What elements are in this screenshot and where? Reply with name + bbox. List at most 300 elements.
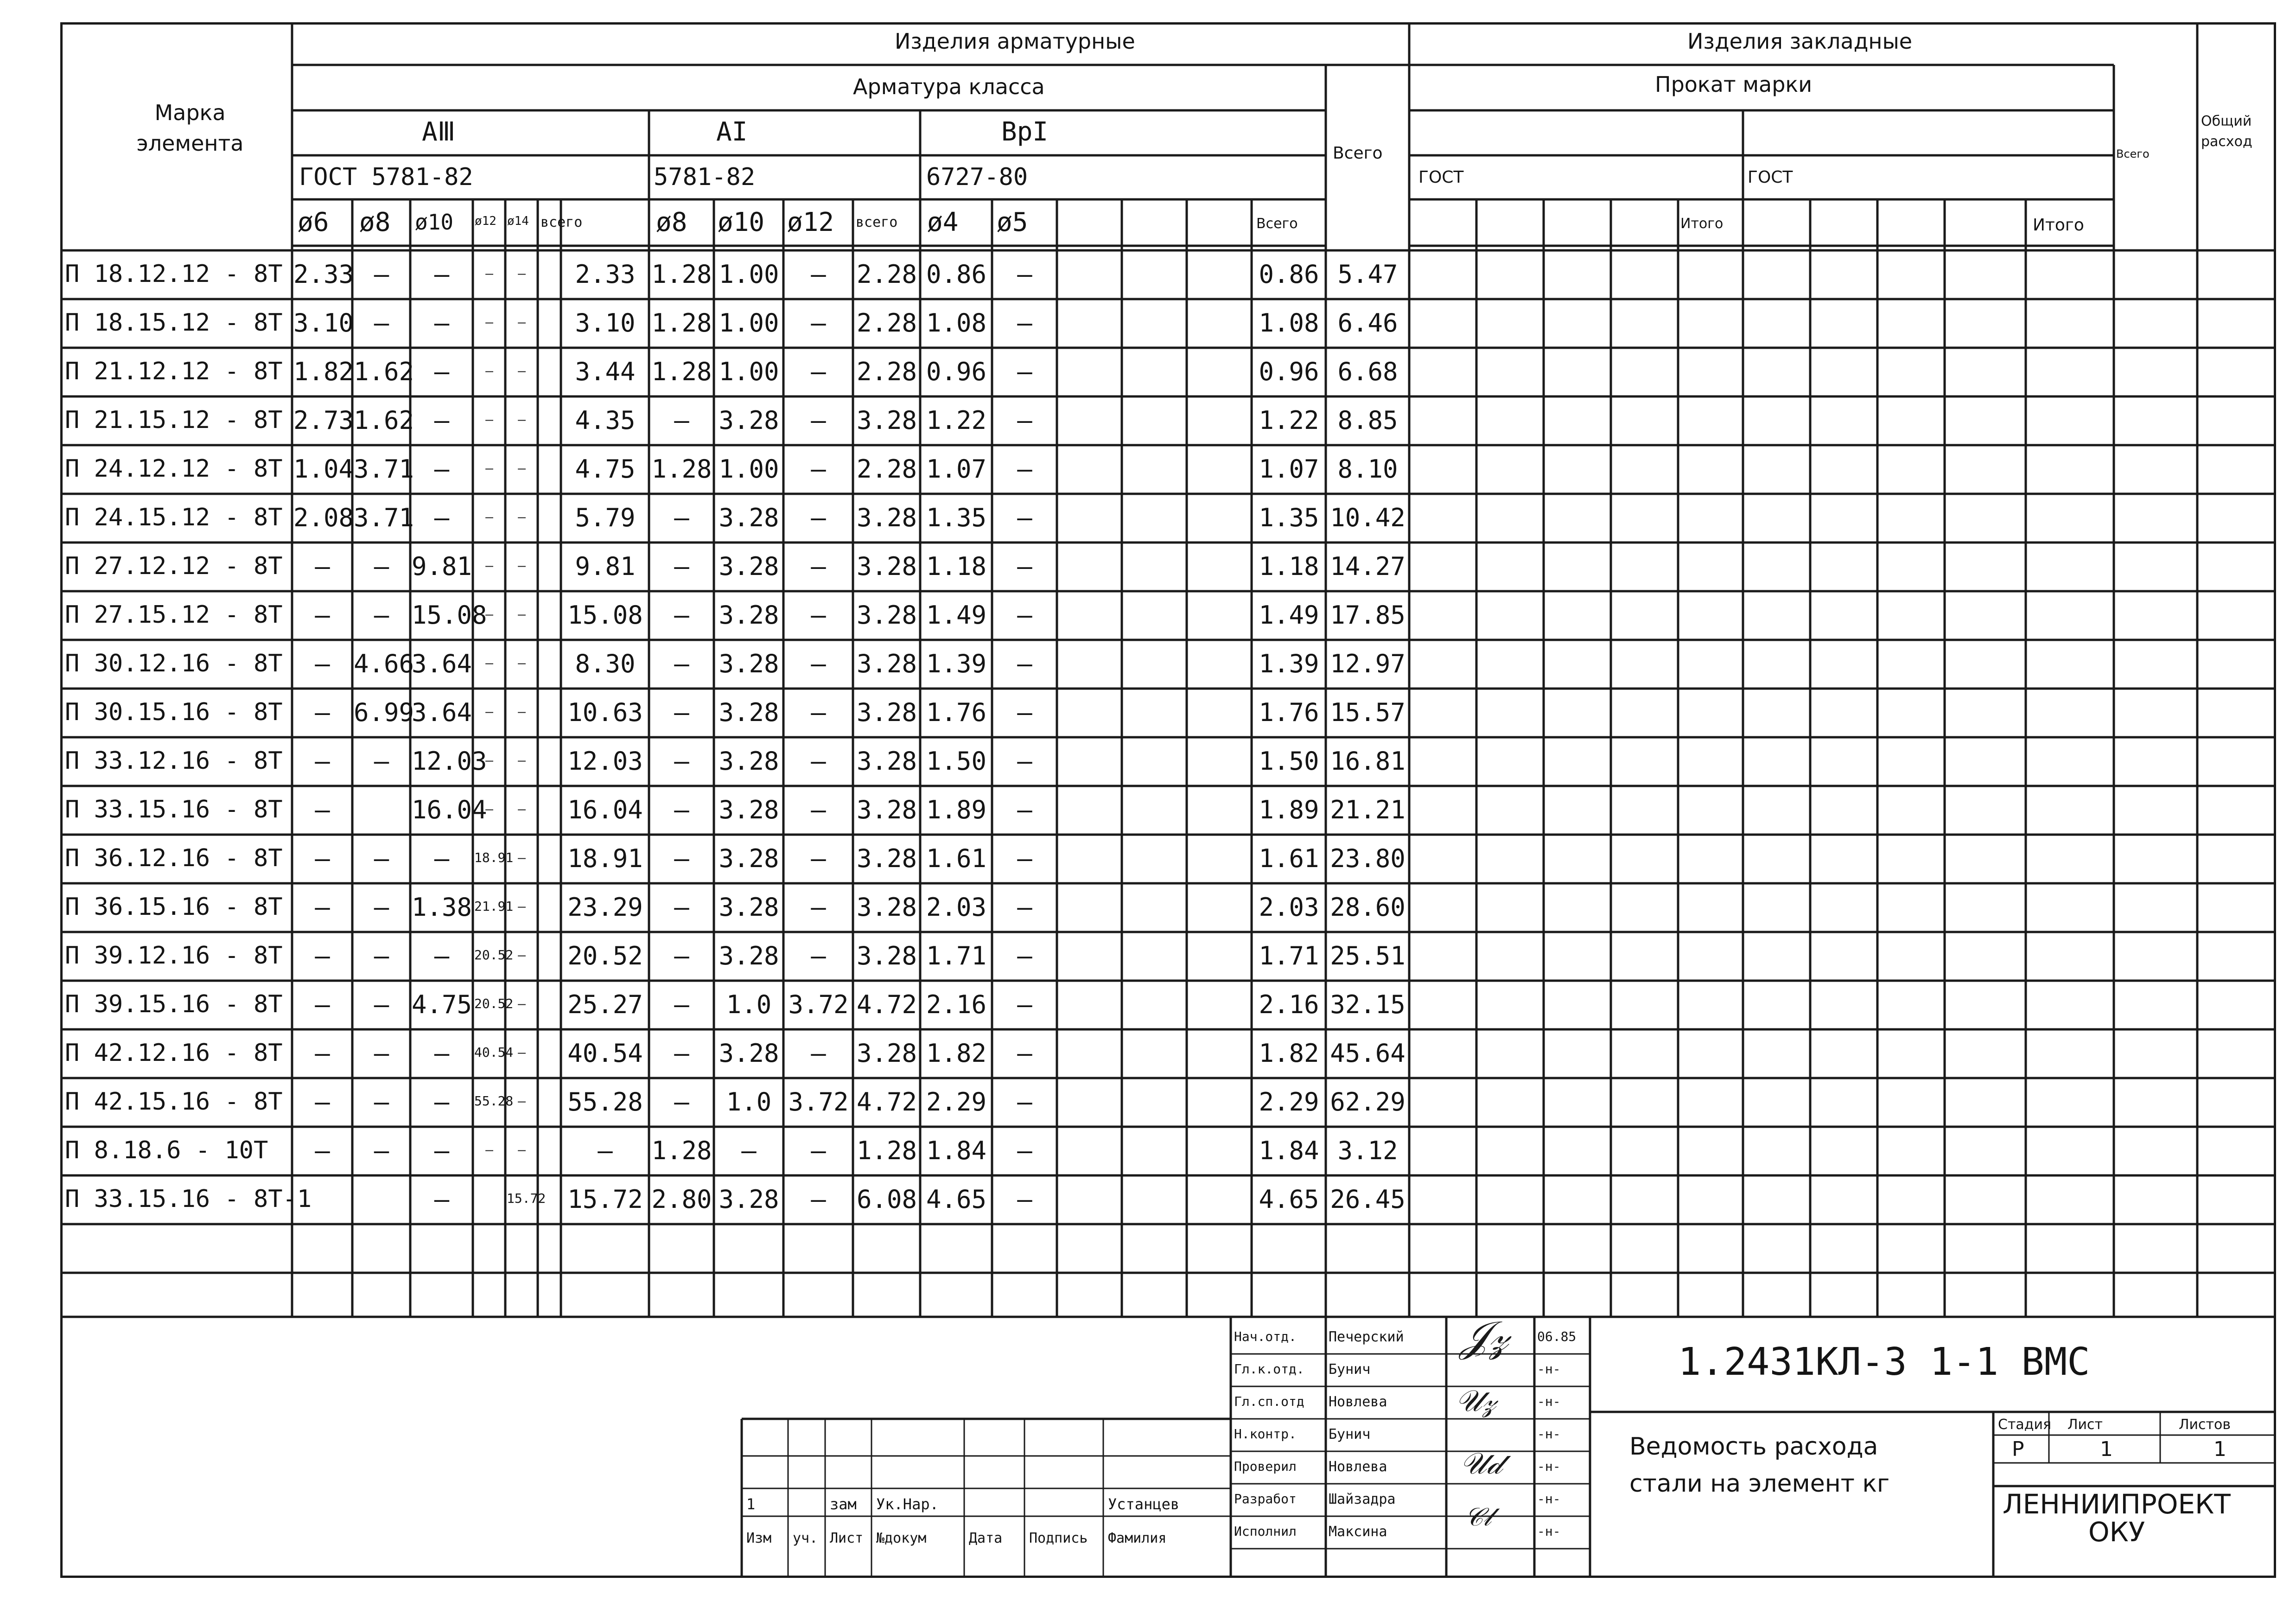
- revision-entry: зам: [830, 1495, 857, 1513]
- mark-cell: П 33.15.16 - 8Т-1: [65, 1185, 312, 1213]
- value-cell-a1-d8: —: [674, 989, 689, 1019]
- approval-date: -н-: [1537, 1491, 1561, 1506]
- value-cell-d10: —: [434, 503, 450, 532]
- value-cell-d12: 21.91: [474, 898, 514, 914]
- value-cell-a1-total: 3.28: [856, 649, 917, 678]
- value-cell-a1-d12: —: [811, 600, 826, 630]
- value-cell-a1-d12: —: [811, 892, 826, 922]
- sheet-label: Лист: [2067, 1417, 2103, 1433]
- value-cell-a1-d12: —: [811, 1184, 826, 1214]
- value-cell-d14: —: [518, 460, 526, 476]
- value-cell-bp-total: 1.89: [1259, 795, 1319, 824]
- approval-role: Гл.к.отд.: [1234, 1361, 1304, 1377]
- approval-date: -н-: [1537, 1361, 1561, 1377]
- value-cell-a3-total: 5.79: [575, 503, 636, 532]
- mark-cell: П 24.15.12 - 8Т: [65, 503, 283, 531]
- value-cell-d6: —: [315, 600, 330, 630]
- value-cell-a1-total: 2.28: [856, 357, 917, 386]
- approval-date: 06.85: [1537, 1329, 1577, 1344]
- value-cell-a1-d12: —: [811, 746, 826, 776]
- value-cell-d8: —: [374, 259, 389, 289]
- value-cell-a1-d8: —: [674, 697, 689, 727]
- value-cell-d10: 16.04: [412, 795, 487, 824]
- value-cell-total: 17.85: [1330, 600, 1406, 630]
- value-cell-d6: —: [315, 1087, 330, 1117]
- value-cell-bp-d4: 1.71: [926, 941, 987, 970]
- mark-cell: П 33.15.16 - 8Т: [65, 795, 283, 823]
- mark-cell: П 42.15.16 - 8Т: [65, 1087, 283, 1116]
- value-cell-a1-d8: —: [674, 649, 689, 678]
- value-cell-d14: —: [518, 898, 526, 914]
- value-cell-d12: —: [485, 314, 493, 330]
- value-cell-d14: —: [518, 752, 526, 768]
- value-cell-a1-total: 3.28: [856, 941, 917, 970]
- value-cell-d8: —: [374, 843, 389, 873]
- value-cell-a1-d10: 3.28: [719, 746, 779, 776]
- value-cell-d14: —: [518, 314, 526, 330]
- value-cell-d12: —: [485, 460, 493, 476]
- value-cell-a1-total: 3.28: [856, 551, 917, 581]
- value-cell-a1-d12: —: [811, 503, 826, 532]
- value-cell-a3-total: 55.28: [567, 1087, 643, 1117]
- value-cell-a1-d8: 1.28: [651, 1136, 712, 1165]
- value-cell-bp-d4: 1.84: [926, 1136, 987, 1165]
- mark-cell: П 18.12.12 - 8Т: [65, 260, 283, 288]
- value-cell-d10: —: [434, 259, 450, 289]
- value-cell-d10: —: [434, 1184, 450, 1214]
- value-cell-bp-total: 1.82: [1259, 1038, 1319, 1068]
- revision-header: №докум: [876, 1530, 927, 1546]
- value-cell-total: 8.85: [1337, 405, 1398, 435]
- value-cell-d12: —: [485, 557, 493, 573]
- value-cell-total: 6.46: [1337, 308, 1398, 338]
- value-cell-a1-d12: —: [811, 405, 826, 435]
- value-cell-a3-total: 9.81: [575, 551, 636, 581]
- mark-cell: П 21.12.12 - 8Т: [65, 357, 283, 385]
- value-cell-a3-total: 40.54: [567, 1038, 643, 1068]
- value-cell-bp-d4: 2.16: [926, 989, 987, 1019]
- a1-d10-header: ø10: [718, 207, 765, 237]
- value-cell-d10: 1.38: [412, 892, 472, 922]
- value-cell-bp-total: 2.16: [1259, 989, 1319, 1019]
- value-cell-bp-d4: 1.49: [926, 600, 987, 630]
- value-cell-a1-d12: 3.72: [788, 989, 849, 1019]
- value-cell-d14: —: [518, 265, 526, 281]
- value-cell-a1-d8: —: [674, 503, 689, 532]
- value-cell-a3-total: 25.27: [567, 989, 643, 1019]
- value-cell-d8: —: [374, 551, 389, 581]
- value-cell-d14: —: [518, 606, 526, 622]
- itogo-label-1: Итого: [1680, 216, 1724, 232]
- value-cell-d14: —: [518, 509, 526, 524]
- signature-4: 𝒞𝓁: [1465, 1502, 1492, 1532]
- value-cell-bp-total: 1.61: [1259, 843, 1319, 873]
- value-cell-a1-d12: —: [811, 941, 826, 970]
- value-cell-bp-d5: —: [1017, 357, 1032, 386]
- value-cell-d10: —: [434, 357, 450, 386]
- mark-cell: П 36.12.16 - 8Т: [65, 844, 283, 872]
- value-cell-total: 62.29: [1330, 1087, 1406, 1117]
- value-cell-bp-d5: —: [1017, 989, 1032, 1019]
- value-cell-a3-total: 18.91: [567, 843, 643, 873]
- value-cell-a1-d8: 2.80: [651, 1184, 712, 1214]
- d6-header: ø6: [298, 207, 329, 237]
- value-cell-a3-total: 15.72: [567, 1184, 643, 1214]
- value-cell-bp-total: 0.86: [1259, 259, 1319, 289]
- value-cell-bp-d5: —: [1017, 697, 1032, 727]
- revision-header: уч.: [793, 1530, 818, 1546]
- value-cell-a1-d8: —: [674, 1087, 689, 1117]
- value-cell-d8: 1.62: [354, 405, 414, 435]
- value-cell-d6: 3.10: [293, 308, 354, 338]
- mark-column-header: Марка элемента: [136, 100, 244, 156]
- a1-total-header: всего: [856, 214, 898, 230]
- value-cell-bp-d5: —: [1017, 454, 1032, 484]
- approval-name: Бунич: [1329, 1426, 1371, 1442]
- value-cell-a3-total: —: [598, 1136, 613, 1165]
- value-cell-a1-d10: 3.28: [719, 649, 779, 678]
- value-cell-d12: —: [485, 509, 493, 524]
- d10-header: ø10: [415, 210, 454, 235]
- value-cell-d12: —: [485, 363, 493, 378]
- value-cell-bp-d4: 1.39: [926, 649, 987, 678]
- organization-name: ЛЕННИИПРОЕКТ: [2003, 1488, 2231, 1520]
- value-cell-a1-total: 3.28: [856, 503, 917, 532]
- signature-1: 𝒥𝓏: [1460, 1312, 1508, 1361]
- value-cell-total: 28.60: [1330, 892, 1406, 922]
- overall-header: Общий расход: [2201, 113, 2252, 150]
- approval-role: Нач.отд.: [1234, 1329, 1297, 1344]
- value-cell-d12: 40.54: [474, 1044, 514, 1060]
- value-cell-a1-d10: 3.28: [719, 600, 779, 630]
- approval-name: Бунич: [1329, 1361, 1371, 1378]
- value-cell-bp-d4: 0.86: [926, 259, 987, 289]
- approval-role: Исполнил: [1234, 1524, 1297, 1539]
- value-cell-d10: 4.75: [412, 989, 472, 1019]
- value-cell-a1-d12: 3.72: [788, 1087, 849, 1117]
- signature-3: 𝒰𝒹: [1460, 1447, 1502, 1481]
- value-cell-bp-d5: —: [1017, 405, 1032, 435]
- value-cell-d6: 1.04: [293, 454, 354, 484]
- std-a3-label: ГОСТ 5781-82: [299, 163, 473, 191]
- mark-cell: П 30.15.16 - 8Т: [65, 698, 283, 726]
- value-cell-a1-d10: 1.00: [719, 259, 779, 289]
- value-cell-total: 26.45: [1330, 1184, 1406, 1214]
- value-cell-a1-total: 3.28: [856, 405, 917, 435]
- value-cell-d10: 15.08: [412, 600, 487, 630]
- class-bp1-label: ВрI: [1001, 117, 1049, 147]
- value-cell-bp-d4: 1.18: [926, 551, 987, 581]
- value-cell-total: 45.64: [1330, 1038, 1406, 1068]
- value-cell-total: 8.10: [1337, 454, 1398, 484]
- value-cell-a1-d12: —: [811, 649, 826, 678]
- value-cell-d6: —: [315, 941, 330, 970]
- stage-value: Р: [2012, 1437, 2024, 1461]
- value-cell-bp-total: 1.35: [1259, 503, 1319, 532]
- d14-header: ø14: [507, 214, 529, 228]
- value-cell-total: 12.97: [1330, 649, 1406, 678]
- mark-cell: П 42.12.16 - 8Т: [65, 1039, 283, 1067]
- value-cell-a3-total: 16.04: [567, 795, 643, 824]
- value-cell-d10: —: [434, 1136, 450, 1165]
- value-cell-d14: —: [518, 655, 526, 670]
- value-cell-bp-d4: 2.29: [926, 1087, 987, 1117]
- value-cell-d8: —: [374, 1087, 389, 1117]
- value-cell-bp-d4: 1.89: [926, 795, 987, 824]
- mark-cell: П 24.12.12 - 8Т: [65, 454, 283, 483]
- value-cell-d6: —: [315, 649, 330, 678]
- value-cell-a1-d8: —: [674, 405, 689, 435]
- value-cell-a1-d8: —: [674, 1038, 689, 1068]
- sheets-label: Листов: [2179, 1417, 2231, 1433]
- value-cell-bp-d5: —: [1017, 649, 1032, 678]
- value-cell-a1-total: 2.28: [856, 308, 917, 338]
- value-cell-d6: 1.82: [293, 357, 354, 386]
- value-cell-a1-total: 3.28: [856, 1038, 917, 1068]
- sheet-title-line1: Ведомость расхода: [1629, 1433, 1878, 1461]
- value-cell-a1-d12: —: [811, 843, 826, 873]
- value-cell-bp-total: 1.49: [1259, 600, 1319, 630]
- value-cell-bp-total: 1.08: [1259, 308, 1319, 338]
- value-cell-d8: 1.62: [354, 357, 414, 386]
- value-cell-bp-total: 1.76: [1259, 697, 1319, 727]
- value-cell-d8: —: [374, 989, 389, 1019]
- value-cell-total: 16.81: [1330, 746, 1406, 776]
- value-cell-d8: —: [374, 1136, 389, 1165]
- value-cell-a1-total: 1.28: [856, 1136, 917, 1165]
- value-cell-d10: 12.03: [412, 746, 487, 776]
- value-cell-d10: —: [434, 1087, 450, 1117]
- mark-cell: П 30.12.16 - 8Т: [65, 649, 283, 677]
- value-cell-a3-total: 10.63: [567, 697, 643, 727]
- value-cell-d14: —: [518, 703, 526, 719]
- value-cell-a1-d10: 3.28: [719, 405, 779, 435]
- value-cell-d14: —: [518, 1093, 526, 1109]
- value-cell-total: 3.12: [1337, 1136, 1398, 1165]
- revision-header: Изм: [746, 1530, 772, 1546]
- approval-role: Разработ: [1234, 1491, 1297, 1506]
- mark-cell: П 39.12.16 - 8Т: [65, 941, 283, 970]
- value-cell-total: 5.47: [1337, 259, 1398, 289]
- value-cell-bp-d4: 1.50: [926, 746, 987, 776]
- bp-d5-header: ø5: [997, 207, 1028, 237]
- a3-total-header: всего: [541, 214, 583, 230]
- approval-name: Шайзадра: [1329, 1491, 1396, 1507]
- revision-header: Лист: [830, 1530, 864, 1546]
- approval-date: -н-: [1537, 1394, 1561, 1409]
- approval-name: Максина: [1329, 1524, 1387, 1540]
- value-cell-bp-d5: —: [1017, 843, 1032, 873]
- value-cell-d10: —: [434, 405, 450, 435]
- value-cell-a1-d10: 3.28: [719, 503, 779, 532]
- value-cell-d6: —: [315, 892, 330, 922]
- value-cell-a1-total: 4.72: [856, 1087, 917, 1117]
- revision-entry: Устанцев: [1108, 1495, 1180, 1513]
- value-cell-bp-d5: —: [1017, 1038, 1032, 1068]
- value-cell-a1-d8: 1.28: [651, 308, 712, 338]
- value-cell-total: 25.51: [1330, 941, 1406, 970]
- value-cell-d8: —: [374, 746, 389, 776]
- bp-d4-header: ø4: [927, 207, 959, 237]
- value-cell-a1-d12: —: [811, 1038, 826, 1068]
- d8-header: ø8: [359, 207, 391, 237]
- value-cell-bp-total: 2.29: [1259, 1087, 1319, 1117]
- value-cell-a1-total: 3.28: [856, 697, 917, 727]
- value-cell-d14: —: [518, 849, 526, 865]
- document-code: 1.2431КЛ-3 1-1 ВМС: [1678, 1340, 2090, 1384]
- value-cell-a3-total: 4.75: [575, 454, 636, 484]
- value-cell-bp-total: 1.71: [1259, 941, 1319, 970]
- value-cell-d12: 18.91: [474, 849, 514, 865]
- value-cell-d14: —: [518, 801, 526, 817]
- value-cell-bp-d4: 2.03: [926, 892, 987, 922]
- approval-name: Новлева: [1329, 1459, 1387, 1475]
- value-cell-a1-total: 3.28: [856, 795, 917, 824]
- value-cell-d8: —: [374, 892, 389, 922]
- value-cell-d10: —: [434, 843, 450, 873]
- value-cell-bp-d5: —: [1017, 1087, 1032, 1117]
- value-cell-d6: —: [315, 843, 330, 873]
- value-cell-a1-d10: 3.28: [719, 843, 779, 873]
- organization-unit: ОКУ: [2088, 1516, 2145, 1548]
- revision-entry: 1: [746, 1495, 756, 1513]
- value-cell-d8: —: [374, 308, 389, 338]
- value-cell-bp-total: 0.96: [1259, 357, 1319, 386]
- std-a1-label: 5781-82: [654, 163, 756, 191]
- approval-name: Печерский: [1329, 1329, 1404, 1345]
- total-header: Всего: [1333, 144, 1383, 163]
- value-cell-bp-d4: 1.76: [926, 697, 987, 727]
- value-cell-d6: —: [315, 697, 330, 727]
- value-cell-a1-d10: 1.00: [719, 454, 779, 484]
- value-cell-bp-d4: 1.22: [926, 405, 987, 435]
- value-cell-a1-d8: —: [674, 941, 689, 970]
- mark-cell: П 27.12.12 - 8Т: [65, 552, 283, 580]
- value-cell-d6: —: [315, 1038, 330, 1068]
- value-cell-a1-d8: 1.28: [651, 357, 712, 386]
- value-cell-d8: 3.71: [354, 503, 414, 532]
- class-a1-label: АI: [716, 117, 748, 147]
- value-cell-total: 15.57: [1330, 697, 1406, 727]
- value-cell-bp-total: 2.03: [1259, 892, 1319, 922]
- value-cell-d6: —: [315, 1136, 330, 1165]
- value-cell-d14: —: [518, 557, 526, 573]
- value-cell-bp-total: 1.50: [1259, 746, 1319, 776]
- value-cell-a1-d10: 1.0: [726, 1087, 772, 1117]
- value-cell-d6: 2.73: [293, 405, 354, 435]
- signature-2: 𝒰𝓏: [1456, 1384, 1496, 1418]
- value-cell-d6: 2.33: [293, 259, 354, 289]
- mark-cell: П 8.18.6 - 10Т: [65, 1136, 268, 1164]
- sheet-title-line2: стали на элемент кг: [1629, 1470, 1890, 1498]
- rebar-class-header: Арматура класса: [853, 74, 1045, 99]
- std-bp1-label: 6727-80: [926, 163, 1028, 191]
- value-cell-a3-total: 8.30: [575, 649, 636, 678]
- value-cell-d12: —: [485, 801, 493, 817]
- revision-header: Дата: [969, 1530, 1003, 1546]
- value-cell-a3-total: 3.10: [575, 308, 636, 338]
- revision-entry: Ук.Нар.: [876, 1495, 939, 1513]
- value-cell-a1-d10: 3.28: [719, 1038, 779, 1068]
- value-cell-a1-d10: 1.0: [726, 989, 772, 1019]
- value-cell-bp-total: 1.39: [1259, 649, 1319, 678]
- value-cell-d12: —: [485, 1142, 493, 1157]
- mark-cell: П 33.12.16 - 8Т: [65, 747, 283, 775]
- value-cell-bp-d5: —: [1017, 259, 1032, 289]
- value-cell-d8: 3.71: [354, 454, 414, 484]
- value-cell-d14: —: [518, 411, 526, 427]
- value-cell-a1-d10: 1.00: [719, 308, 779, 338]
- value-cell-d12: 55.28: [474, 1093, 514, 1109]
- value-cell-a1-d12: —: [811, 697, 826, 727]
- value-cell-d6: —: [315, 746, 330, 776]
- value-cell-a1-total: 3.28: [856, 600, 917, 630]
- value-cell-d8: —: [374, 600, 389, 630]
- value-cell-a1-d12: —: [811, 795, 826, 824]
- value-cell-a1-total: 3.28: [856, 843, 917, 873]
- value-cell-a1-total: 3.28: [856, 892, 917, 922]
- value-cell-d14: —: [518, 947, 526, 963]
- value-cell-d6: —: [315, 551, 330, 581]
- reinf-products-header: Изделия арматурные: [895, 29, 1135, 54]
- gost-label-2: ГОСТ: [1748, 168, 1793, 187]
- value-cell-d6: 2.08: [293, 503, 354, 532]
- value-cell-d14: —: [518, 1044, 526, 1060]
- value-cell-d10: —: [434, 454, 450, 484]
- value-cell-a1-d10: 3.28: [719, 697, 779, 727]
- value-cell-a1-d12: —: [811, 357, 826, 386]
- value-cell-total: 32.15: [1330, 989, 1406, 1019]
- value-cell-d10: —: [434, 1038, 450, 1068]
- value-cell-bp-d5: —: [1017, 746, 1032, 776]
- value-cell-bp-d4: 1.82: [926, 1038, 987, 1068]
- value-cell-bp-d4: 4.65: [926, 1184, 987, 1214]
- value-cell-a1-d8: 1.28: [651, 259, 712, 289]
- sheet-value: 1: [2100, 1437, 2113, 1461]
- value-cell-bp-d4: 1.61: [926, 843, 987, 873]
- class-a3-label: АⅢ: [422, 117, 456, 147]
- value-cell-a1-d10: —: [741, 1136, 757, 1165]
- value-cell-bp-d5: —: [1017, 600, 1032, 630]
- value-cell-d12: —: [485, 411, 493, 427]
- value-cell-d6: —: [315, 795, 330, 824]
- value-cell-a1-d12: —: [811, 308, 826, 338]
- gost-label-1: ГОСТ: [1418, 168, 1464, 187]
- revision-header: Фамилия: [1108, 1530, 1167, 1546]
- value-cell-a3-total: 20.52: [567, 941, 643, 970]
- value-cell-a1-d10: 1.00: [719, 357, 779, 386]
- approval-date: -н-: [1537, 1426, 1561, 1442]
- value-cell-total: 23.80: [1330, 843, 1406, 873]
- value-cell-d10: —: [434, 308, 450, 338]
- value-cell-a1-d12: —: [811, 1136, 826, 1165]
- value-cell-a1-total: 4.72: [856, 989, 917, 1019]
- stage-label: Стадия: [1998, 1417, 2052, 1433]
- value-cell-bp-d5: —: [1017, 941, 1032, 970]
- mark-cell: П 27.15.12 - 8Т: [65, 600, 283, 629]
- value-cell-bp-d5: —: [1017, 1136, 1032, 1165]
- value-cell-a1-d8: —: [674, 892, 689, 922]
- value-cell-d10: 9.81: [412, 551, 472, 581]
- value-cell-bp-d5: —: [1017, 503, 1032, 532]
- value-cell-bp-total: 4.65: [1259, 1184, 1319, 1214]
- value-cell-a1-d8: 1.28: [651, 454, 712, 484]
- value-cell-a1-total: 6.08: [856, 1184, 917, 1214]
- value-cell-d12: —: [485, 606, 493, 622]
- value-cell-d12: 20.52: [474, 947, 514, 963]
- value-cell-a3-total: 23.29: [567, 892, 643, 922]
- value-cell-total: 14.27: [1330, 551, 1406, 581]
